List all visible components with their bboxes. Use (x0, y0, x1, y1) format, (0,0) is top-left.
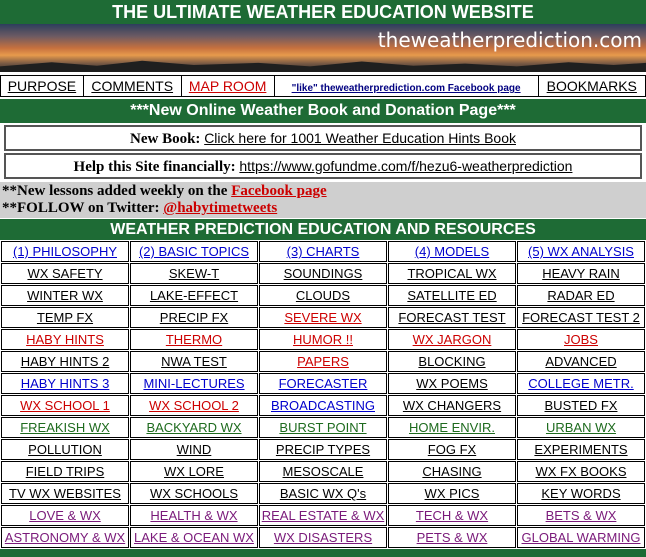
grid-cell (388, 351, 516, 372)
grid-cell (259, 329, 387, 350)
topic-link[interactable]: THERMO (165, 332, 223, 347)
grid-cell (388, 263, 516, 284)
topic-link[interactable]: LAKE-EFFECT (149, 288, 239, 303)
topic-link[interactable]: WIND (176, 442, 212, 457)
topic-link[interactable]: NWA TEST (161, 354, 227, 369)
nav-link-map-room[interactable]: MAP ROOM (188, 78, 267, 94)
grid-row (1, 483, 645, 504)
nav-cell-purpose (1, 76, 84, 97)
topic-link[interactable]: TROPICAL WX (407, 266, 497, 281)
section-title: WEATHER PREDICTION EDUCATION AND RESOURCES (0, 219, 646, 240)
topic-link[interactable]: WINTER WX (27, 288, 103, 303)
topic-link[interactable]: ADVANCED (545, 354, 617, 369)
topic-link[interactable]: WX DISASTERS (273, 530, 373, 545)
nav-link-facebook-like[interactable]: "like" theweatherprediction.com Facebook page (291, 83, 521, 94)
topic-link[interactable]: PETS & WX (416, 530, 488, 545)
topic-link[interactable]: LAKE & OCEAN WX (134, 530, 254, 545)
grid-cell (388, 483, 516, 504)
topic-link[interactable]: URBAN WX (545, 420, 617, 435)
grid-cell (388, 417, 516, 438)
nav-link-comments[interactable]: COMMENTS (91, 78, 174, 94)
grid-cell (388, 329, 516, 350)
grid-cell (130, 241, 258, 262)
grid-cell (130, 329, 258, 350)
topic-link[interactable]: WX SAFETY (27, 266, 103, 281)
topic-link[interactable]: LOVE & WX (29, 508, 101, 523)
new-book-label: New Book: (130, 131, 201, 147)
grid-cell (517, 373, 645, 394)
grid-cell (1, 241, 129, 262)
grid-cell (1, 483, 129, 504)
notes-line-twitter-text: **FOLLOW on Twitter: (2, 200, 164, 216)
topic-link[interactable]: SOUNDINGS (283, 266, 363, 281)
topic-link[interactable]: BUSTED FX (544, 398, 618, 413)
topic-link[interactable]: CHASING (422, 464, 482, 479)
grid-row (1, 417, 645, 438)
grid-cell (517, 285, 645, 306)
grid-cell (259, 241, 387, 262)
grid-row (1, 263, 645, 284)
topic-link[interactable]: (3) CHARTS (286, 244, 360, 259)
grid-cell (259, 395, 387, 416)
grid-cell (517, 527, 645, 548)
grid-cell (517, 461, 645, 482)
topic-link[interactable]: HEALTH & WX (150, 508, 238, 523)
nav-cell-bookmarks (538, 76, 645, 97)
site-name: theweatherprediction.com (377, 28, 642, 52)
nav-link-bookmarks[interactable]: BOOKMARKS (546, 78, 637, 94)
topic-link[interactable]: FOG FX (427, 442, 477, 457)
grid-cell (259, 351, 387, 372)
grid-cell (1, 439, 129, 460)
topic-link[interactable]: EXPERIMENTS (534, 442, 628, 457)
topic-link[interactable]: BURST POINT (279, 420, 367, 435)
topics-grid (0, 240, 646, 549)
notes-panel (0, 182, 646, 218)
topic-link[interactable]: SATELLITE ED (407, 288, 497, 303)
topic-link[interactable]: KEY WORDS (541, 486, 621, 501)
topic-link[interactable]: BROADCASTING (270, 398, 375, 413)
grid-cell (259, 285, 387, 306)
grid-cell (130, 505, 258, 526)
grid-cell (130, 285, 258, 306)
notes-line-facebook (2, 183, 644, 200)
grid-cell (259, 505, 387, 526)
grid-cell (388, 439, 516, 460)
topic-link[interactable]: JOBS (564, 332, 598, 347)
topic-link[interactable]: GLOBAL WARMING (521, 530, 641, 545)
mountain-silhouette (0, 58, 646, 72)
grid-cell (388, 307, 516, 328)
topic-link[interactable]: TECH & WX (415, 508, 489, 523)
topic-link[interactable]: WX SCHOOL 1 (20, 398, 110, 413)
grid-cell (517, 329, 645, 350)
nav-cell-map-room (181, 76, 274, 97)
grid-cell (259, 527, 387, 548)
topic-link[interactable]: WX SCHOOLS (149, 486, 239, 501)
grid-row (1, 307, 645, 328)
grid-cell (517, 395, 645, 416)
topic-link[interactable]: SKEW-T (168, 266, 220, 281)
grid-row (1, 351, 645, 372)
facebook-page-link[interactable]: Facebook page (231, 183, 327, 199)
grid-cell (259, 373, 387, 394)
grid-cell (388, 373, 516, 394)
topic-link[interactable]: BACKYARD WX (146, 420, 242, 435)
grid-cell (130, 527, 258, 548)
grid-cell (259, 439, 387, 460)
topic-link[interactable]: (1) PHILOSOPHY (12, 244, 118, 259)
nav-cell-comments (83, 76, 181, 97)
grid-cell (130, 373, 258, 394)
topic-link[interactable]: POLLUTION (28, 442, 102, 457)
grid-row (1, 329, 645, 350)
bottom-bar (0, 549, 646, 557)
grid-cell (1, 505, 129, 526)
grid-cell (130, 461, 258, 482)
topic-link[interactable]: BASIC WX Q's (279, 486, 367, 501)
notes-line-facebook-text: **New lessons added weekly on the (2, 183, 232, 199)
help-site-label: Help this Site financially: (73, 159, 236, 175)
topic-link[interactable]: HABY HINTS (26, 332, 104, 347)
grid-cell (130, 417, 258, 438)
grid-cell (517, 439, 645, 460)
topic-link[interactable]: TV WX WEBSITES (9, 486, 121, 501)
topic-link[interactable]: FORECASTER (278, 376, 368, 391)
topic-link[interactable]: WX POEMS (416, 376, 488, 391)
grid-cell (259, 461, 387, 482)
grid-cell (1, 417, 129, 438)
grid-cell (388, 505, 516, 526)
grid-cell (1, 329, 129, 350)
nav-link-purpose[interactable]: PURPOSE (7, 78, 77, 94)
twitter-handle-link[interactable]: @habytimetweets (163, 200, 278, 216)
grid-cell (1, 263, 129, 284)
gofundme-link[interactable]: https://www.gofundme.com/f/hezu6-weatherprediction (239, 158, 573, 174)
topic-link[interactable]: HOME ENVIR. (409, 420, 495, 435)
grid-cell (388, 395, 516, 416)
topic-link[interactable]: WX JARGON (412, 332, 492, 347)
help-site-box (4, 153, 642, 179)
topic-link[interactable]: WX FX BOOKS (535, 464, 627, 479)
grid-row (1, 461, 645, 482)
grid-row (1, 241, 645, 262)
topic-link[interactable]: TEMP FX (36, 310, 94, 325)
grid-row (1, 373, 645, 394)
topic-link[interactable]: BETS & WX (545, 508, 617, 523)
topic-link[interactable]: RADAR ED (547, 288, 615, 303)
topic-link[interactable]: FORECAST TEST (398, 310, 506, 325)
announcement-bar: ***New Online Weather Book and Donation Page*** (0, 99, 646, 123)
grid-row (1, 395, 645, 416)
grid-cell (517, 417, 645, 438)
topic-link[interactable]: MESOSCALE (282, 464, 364, 479)
grid-cell (517, 307, 645, 328)
grid-cell (517, 241, 645, 262)
grid-row (1, 439, 645, 460)
grid-cell (1, 395, 129, 416)
grid-cell (1, 373, 129, 394)
grid-cell (130, 395, 258, 416)
page-title: THE ULTIMATE WEATHER EDUCATION WEBSITE (0, 0, 646, 24)
grid-cell (517, 483, 645, 504)
grid-row (1, 527, 645, 548)
grid-row (1, 285, 645, 306)
grid-cell (517, 263, 645, 284)
top-nav (0, 75, 646, 97)
grid-cell (1, 285, 129, 306)
topic-link[interactable]: COLLEGE METR. (528, 376, 634, 391)
topic-link[interactable]: HABY HINTS 3 (20, 376, 110, 391)
grid-cell (130, 483, 258, 504)
topic-link[interactable]: ASTRONOMY & WX (4, 530, 126, 545)
topic-link[interactable]: WX SCHOOL 2 (149, 398, 239, 413)
grid-cell (388, 285, 516, 306)
grid-cell (517, 351, 645, 372)
grid-cell (130, 439, 258, 460)
grid-cell (259, 417, 387, 438)
grid-cell (388, 461, 516, 482)
topic-link[interactable]: HEAVY RAIN (542, 266, 620, 281)
topic-link[interactable]: FORECAST TEST 2 (522, 310, 640, 325)
topic-link[interactable]: WX CHANGERS (402, 398, 502, 413)
grid-cell (517, 505, 645, 526)
grid-cell (1, 461, 129, 482)
grid-cell (259, 483, 387, 504)
grid-cell (130, 263, 258, 284)
new-book-link[interactable]: Click here for 1001 Weather Education Hints Book (204, 130, 516, 146)
topic-link[interactable]: (5) WX ANALYSIS (528, 244, 634, 259)
grid-cell (388, 527, 516, 548)
grid-cell (259, 263, 387, 284)
nav-cell-facebook (274, 76, 538, 97)
topic-link[interactable]: PRECIP FX (159, 310, 229, 325)
topic-link[interactable]: CLOUDS (295, 288, 351, 303)
topic-link[interactable]: HUMOR !! (293, 332, 353, 347)
grid-cell (130, 351, 258, 372)
new-book-box (4, 125, 642, 151)
grid-cell (1, 307, 129, 328)
sunset-banner-image (0, 24, 646, 72)
topic-link[interactable]: WX PICS (424, 486, 480, 501)
grid-row (1, 505, 645, 526)
topic-link[interactable]: PRECIP TYPES (275, 442, 371, 457)
topic-link[interactable]: FREAKISH WX (20, 420, 110, 435)
topic-link[interactable]: FIELD TRIPS (25, 464, 105, 479)
grid-cell (388, 241, 516, 262)
topic-link[interactable]: REAL ESTATE & WX (261, 508, 385, 523)
grid-cell (1, 351, 129, 372)
grid-cell (130, 307, 258, 328)
topic-link[interactable]: HABY HINTS 2 (20, 354, 110, 369)
notes-line-twitter (2, 200, 644, 217)
grid-cell (1, 527, 129, 548)
topic-link[interactable]: (2) BASIC TOPICS (138, 244, 250, 259)
topic-link[interactable]: PAPERS (297, 354, 349, 369)
topic-link[interactable]: MINI-LECTURES (143, 376, 245, 391)
topic-link[interactable]: SEVERE WX (284, 310, 362, 325)
topic-link[interactable]: BLOCKING (418, 354, 486, 369)
topic-link[interactable]: WX LORE (164, 464, 224, 479)
topic-link[interactable]: (4) MODELS (414, 244, 490, 259)
grid-cell (259, 307, 387, 328)
